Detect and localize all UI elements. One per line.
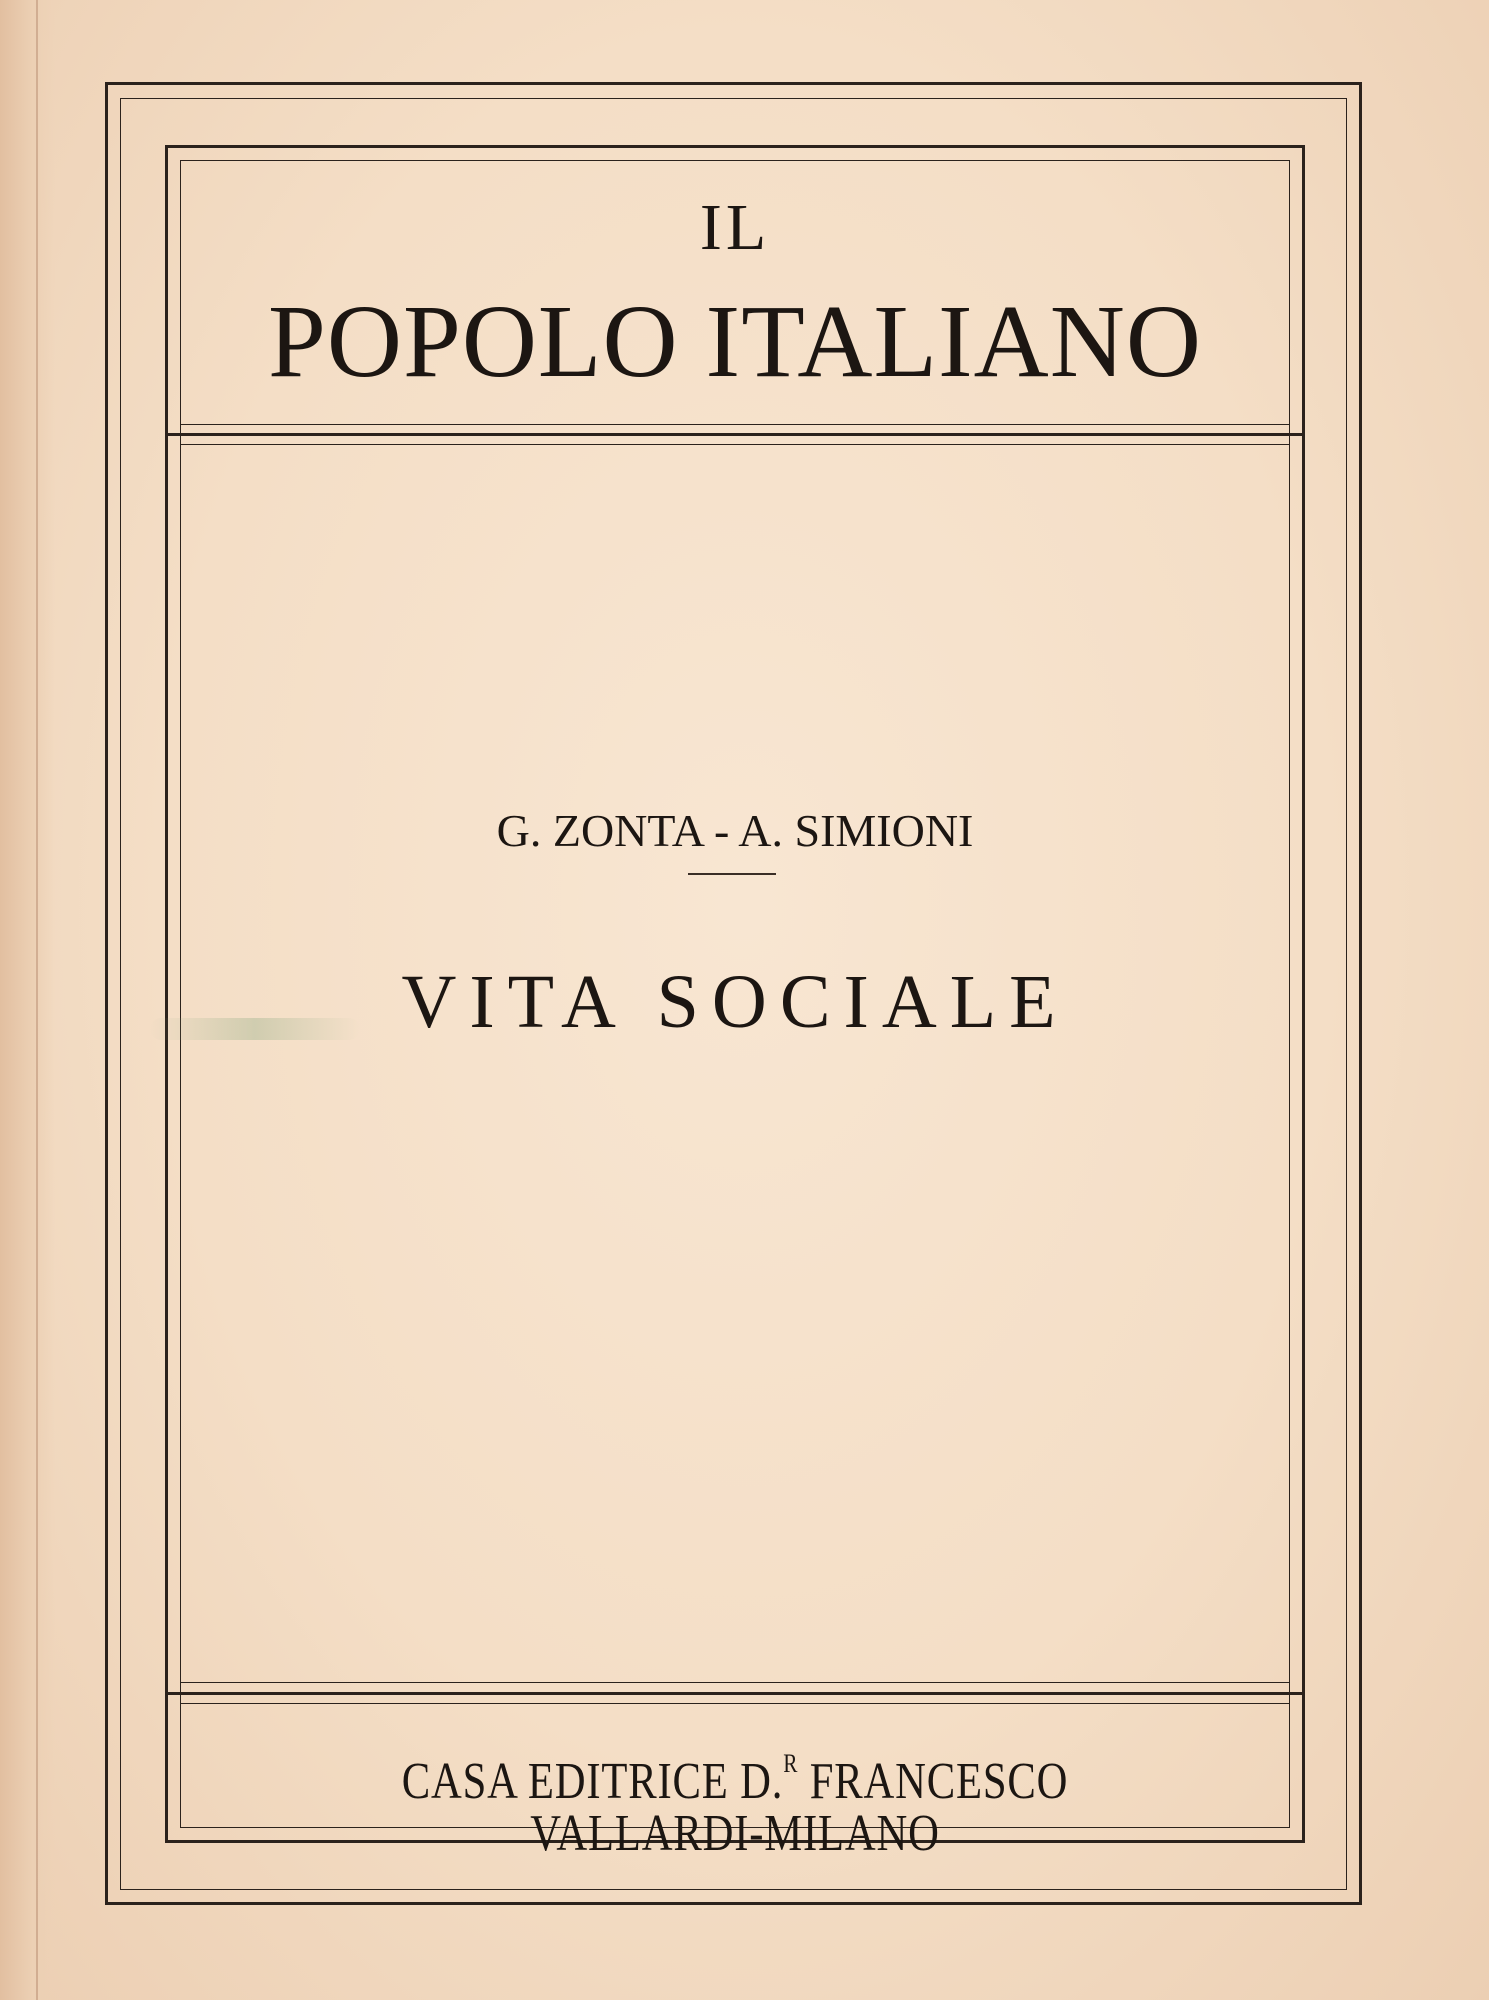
footer-divider-thick <box>165 1692 1305 1695</box>
author-title-separator <box>688 873 776 875</box>
footer-divider-thin-bottom <box>180 1703 1290 1704</box>
spine-edge <box>36 0 38 2000</box>
book-title: VITA SOCIALE <box>401 960 1069 1044</box>
series-title: POPOLO ITALIANO <box>268 284 1202 399</box>
publisher-rest: FRANCESCO VALLARDI-MILANO <box>530 1753 1069 1862</box>
header-divider-thin-top <box>180 424 1290 425</box>
spine-shadow <box>0 0 55 2000</box>
header-divider-thick <box>165 433 1305 436</box>
series-prefix: IL <box>699 191 771 264</box>
header-divider-thin-bottom <box>180 444 1290 445</box>
publisher-main: CASA EDITRICE D. <box>401 1753 784 1810</box>
publisher-superscript: R <box>783 1749 799 1778</box>
publisher-line <box>280 1738 1190 1860</box>
footer-divider-thin-top <box>180 1682 1290 1683</box>
authors: G. ZONTA - A. SIMIONI <box>496 805 974 856</box>
